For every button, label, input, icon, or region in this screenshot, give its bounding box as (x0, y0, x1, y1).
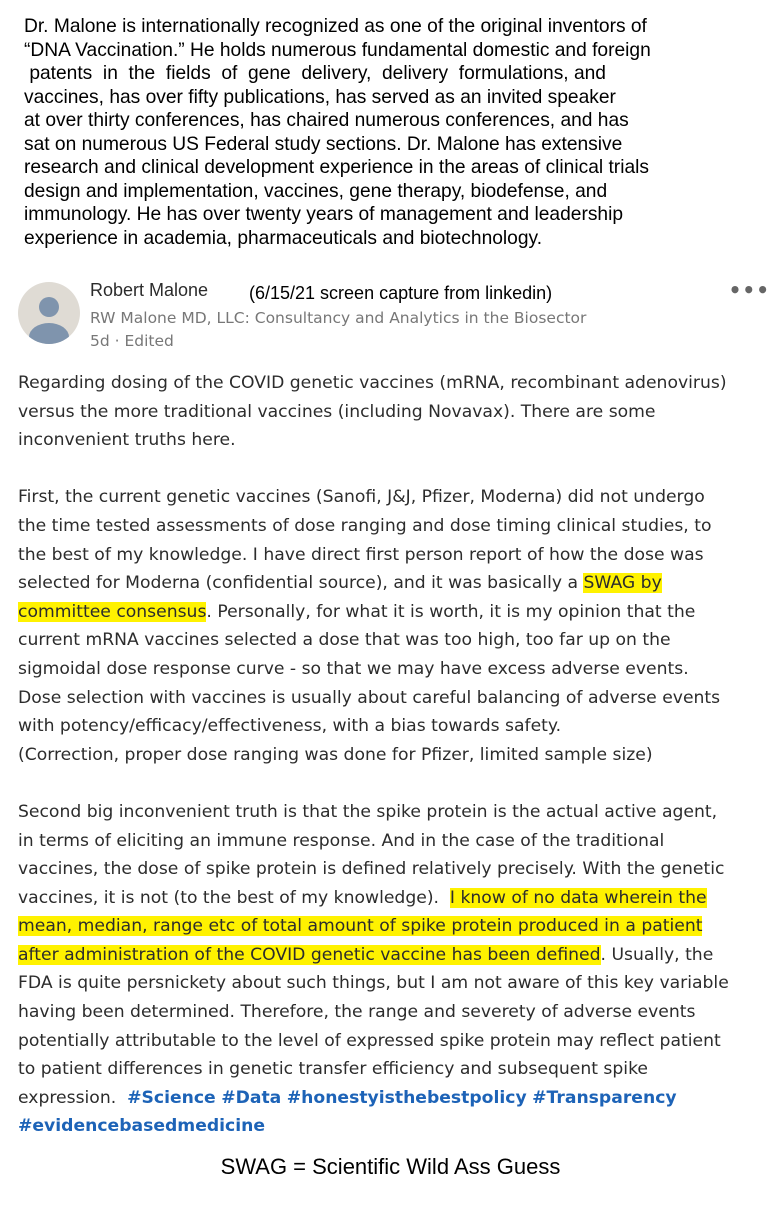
bio-line: “DNA Vaccination.” He holds numerous fundamental domestic and foreign (24, 39, 651, 61)
post-line (18, 884, 768, 913)
post-line (18, 1084, 768, 1113)
post-line (18, 569, 768, 598)
highlighted-text: SWAG by (583, 573, 662, 594)
paragraph-gap (18, 455, 768, 484)
post-line: Second big inconvenient truth is that the spike protein is the actual active agent, (18, 801, 718, 822)
hashtag-transparency[interactable]: #Transparency (532, 1087, 677, 1108)
author-headline: RW Malone MD, LLC: Consultancy and Analytics in the Biosector (90, 309, 587, 327)
bio-line: design and implementation, vaccines, gene therapy, biodefense, and (24, 180, 608, 202)
bio-line: experience in academia, pharmaceuticals and biotechnology. (24, 227, 543, 249)
hashtag-evidencebasedmedicine[interactable]: #evidencebasedmedicine (18, 1116, 266, 1137)
post-line: in terms of eliciting an immune response. And in the case of the traditional (18, 830, 665, 851)
bio-line: patents in the fields of gene delivery, delivery formulations, and (24, 63, 606, 84)
post-timestamp: 5d · Edited (90, 332, 174, 350)
line-text: . Personally, for what it is worth, it is my opinion that the (206, 601, 696, 622)
bio-line: immunology. He has over twenty years of management and leadership (24, 204, 624, 225)
paragraph-spike-protein (18, 798, 768, 1141)
post-body (18, 369, 768, 1141)
person-icon (18, 282, 80, 344)
more-options-icon[interactable]: ••• (728, 278, 770, 302)
post-line: versus the more traditional vaccines (including Novavax). There are some (18, 401, 656, 422)
highlighted-text: committee consensus (18, 601, 207, 622)
post-line: potentially attributable to the level of expressed spike protein may reflect patient (18, 1030, 721, 1051)
post-line: with potency/efficacy/effectiveness, with a bias towards safety. (18, 716, 562, 737)
author-name[interactable]: Robert Malone (90, 280, 209, 300)
avatar[interactable] (18, 282, 80, 344)
highlighted-text: after administration of the COVID genetic vaccine has been defined (18, 944, 601, 965)
bio-line: at over thirty conferences, has chaired numerous conferences, and has (24, 110, 629, 131)
post-line: the best of my knowledge. I have direct first person report of how the dose was (18, 544, 704, 565)
post-line (18, 912, 768, 941)
post-header (14, 278, 774, 358)
post-line: Regarding dosing of the COVID genetic vaccines (mRNA, recombinant adenovirus) (18, 373, 727, 393)
line-text: vaccines, it is not (to the best of my knowledge). (18, 887, 450, 908)
capture-note: (6/15/21 screen capture from linkedin) (249, 283, 553, 303)
post-line: sigmoidal dose response curve - so that we may have excess adverse events. (18, 658, 689, 679)
line-text: . Usually, the (600, 944, 714, 965)
paragraph-dose-selection (18, 483, 768, 769)
bio-line: Dr. Malone is internationally recognized as one of the original inventors of (24, 16, 647, 37)
post-line: First, the current genetic vaccines (Sanofi, J&J, Pfizer, Moderna) did not undergo (18, 487, 705, 508)
bio-line: research and clinical development experience in the areas of clinical trials (24, 157, 649, 178)
highlighted-text: mean, median, range etc of total amount of spike protein produced in a patient (18, 916, 703, 937)
hashtag-honestyisthebestpolicy[interactable]: #honestyisthebestpolicy (286, 1087, 527, 1108)
bio-line: vaccines, has over fifty publications, has served as an invited speaker (24, 86, 616, 108)
paragraph-gap (18, 769, 768, 798)
post-line: (Correction, proper dose ranging was done for Pfizer, limited sample size) (18, 744, 653, 765)
post-line (18, 1112, 768, 1141)
post-line: FDA is quite persnickety about such things, but I am not aware of this key variable (18, 973, 729, 994)
highlighted-text: I know of no data wherein the (449, 887, 707, 908)
post-line (18, 598, 768, 627)
hashtag-data[interactable]: #Data (221, 1087, 282, 1108)
line-text: selected for Moderna (confidential source), and it was basically a (18, 573, 584, 594)
line-text: expression. (18, 1087, 128, 1108)
post-line: current mRNA vaccines selected a dose that was too high, too far up on the (18, 630, 671, 651)
post-line: inconvenient truths here. (18, 430, 236, 451)
post-line: Dose selection with vaccines is usually about careful balancing of adverse events (18, 687, 721, 708)
post-line: to patient differences in genetic transfer efficiency and subsequent spike (18, 1059, 648, 1080)
post-line (18, 941, 768, 970)
post-line: having been determined. Therefore, the range and severety of adverse events (18, 1002, 696, 1023)
post-line: the time tested assessments of dose ranging and dose timing clinical studies, to (18, 515, 712, 536)
bio-text (24, 15, 754, 250)
swag-definition: SWAG = Scientific Wild Ass Guess (220, 1154, 561, 1179)
paragraph-intro (18, 369, 768, 455)
post-line: vaccines, the dose of spike protein is defined relatively precisely. With the genetic (18, 859, 725, 880)
bio-line: sat on numerous US Federal study sections. Dr. Malone has extensive (24, 133, 623, 155)
hashtag-science[interactable]: #Science (127, 1087, 216, 1108)
